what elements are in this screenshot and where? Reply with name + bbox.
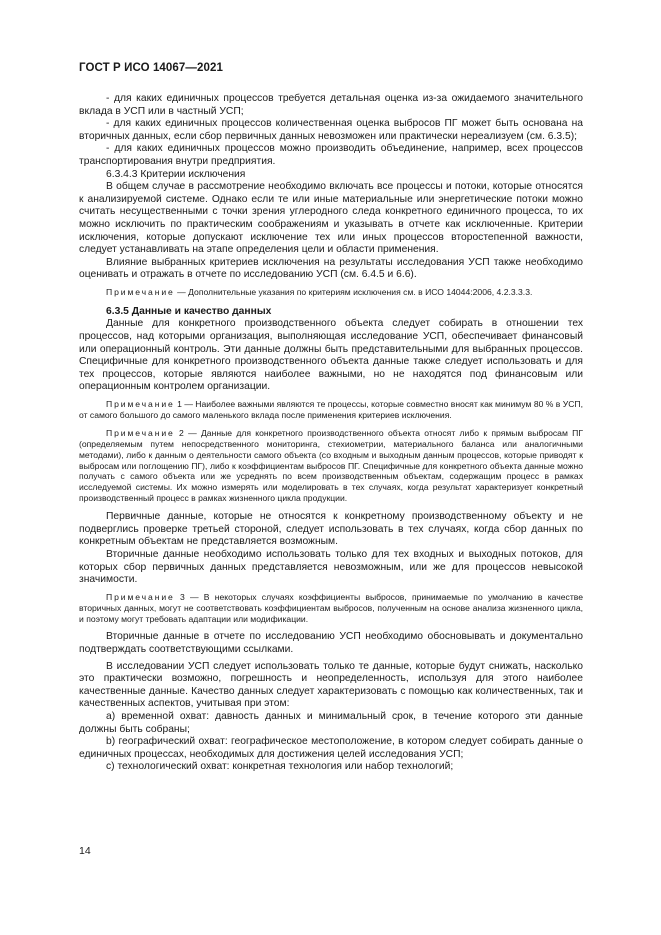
- paragraph: Данные для конкретного производственного объекта следует собирать в отношении тех процессов, над которыми организация, выполняющая исследование УСП, обеспечивает финансовый или операционный контроль. Эти данные должны быть представительными для выбранных процессов. Специфичные для конкретного производственного объекта данные также следует использовать и для тех процессов, которые являются наиболее важными, но не находятся под финансовым или операционным контролем организации.: [79, 318, 583, 393]
- paragraph: В исследовании УСП следует использовать только те данные, которые будут снижать, насколько это практически возможно, погрешность и неопределенность, используя для этого наиболее качественные данные. Качество данных следует характеризовать с помощью как количественных, так и качественных аспектов, учитывая при этом:: [79, 660, 583, 710]
- list-item: b) географический охват: географическое местоположение, в котором следует собирать данные о единичных процессах, необходимых для достижения целей исследования УСП;: [79, 736, 583, 760]
- paragraph: Вторичные данные необходимо использовать только для тех входных и выходных потоков, для которых сбор первичных данных представляется невозможным, или же для процессов невысокой значимости.: [79, 548, 583, 586]
- note-label: Примечание: [106, 286, 175, 297]
- note-text: — Дополнительные указания по критериям исключения см. в ИСО 14044:2006, 4.2.3.3.3.: [174, 286, 533, 297]
- list-item: - для каких единичных процессов требуется детальная оценка из-за ожидаемого значительного вклада в УСП или в частный УСП;: [79, 93, 583, 117]
- page-number: 14: [79, 845, 91, 857]
- section-heading: 6.3.5 Данные и качество данных: [106, 305, 272, 317]
- note: [79, 399, 583, 421]
- document-body: [79, 93, 583, 774]
- note: [79, 287, 583, 298]
- list-item: - для каких единичных процессов количественная оценка выбросов ПГ может быть основана на вторичных данных, если сбор первичных данных невозможен или практически нереализуем (см. 6.3.5);: [79, 118, 583, 142]
- paragraph: В общем случае в рассмотрение необходимо включать все процессы и потоки, которые относятся к анализируемой системе. Однако если те или иные материальные или энергетические потоки можно считать несущественными с точки зрения углеродного следа конкретного единичного процесса, то их можно исключить по практическим соображениям и указывать в отчете как исключенные. Критерии исключения, которые допускают исключение тех или иных процессов второстепенной важности, следует устанавливать на этапе определения цели и области применения.: [79, 181, 583, 256]
- note-label: Примечание: [106, 427, 175, 438]
- note-text: 1 — Наиболее важными являются те процессы, которые совместно вносят как минимум 80 % в УСП, от самого большого до самого маленького вклада после применения критериев исключения.: [79, 398, 583, 420]
- note: [79, 592, 583, 625]
- note-text: 3 — В некоторых случаях коэффициенты выбросов, принимаемые по умолчанию в качестве вторичных данных, могут не соответствовать коэффициентам выбросов, полученным на основе анализа жизненного цикла, и поэтому могут требовать адаптации или модификации.: [79, 591, 583, 624]
- paragraph: Вторичные данные в отчете по исследованию УСП необходимо обосновывать и документально подтверждать соответствующими ссылками.: [79, 631, 583, 655]
- list-item: a) временной охват: давность данных и минимальный срок, в течение которого эти данные должны быть собраны;: [79, 710, 583, 735]
- paragraph: Первичные данные, которые не относятся к конкретному производственному объекту и не подверглись проверке третьей стороной, следует использовать в тех случаях, когда сбор данных по конкретным объектам не представляется возможным.: [79, 511, 583, 548]
- note-label: Примечание: [106, 591, 175, 602]
- list-item: - для каких единичных процессов можно производить объединение, например, всех процессов транспортирования внутри предприятия.: [79, 143, 583, 167]
- subsection-heading: 6.3.4.3 Критерии исключения: [106, 168, 246, 180]
- note-label: Примечание: [106, 398, 175, 409]
- note: [79, 428, 583, 504]
- paragraph: Влияние выбранных критериев исключения на результаты исследования УСП также необходимо оценивать и отражать в отчете по исследованию УСП (см. 6.4.5 и 6.6).: [79, 256, 583, 281]
- note-text: 2 — Данные для конкретного производственного объекта относят либо к прямым выбросам ПГ (определяемым путем непосредственного мониторинга, стехиометрии, материального баланса или аналогичными методами), либо к данным о деятельности самого объекта (со входным и выходным данным процессов, которые приводят к выбросам или поглощению ПГ), либо к коэффициентам выбросов ПГ. Специфичные для конкретного объекта данные можно получать с самого объекта или же усреднять по всем производственным объектам, содержащим процесс в рамках исследуемой системы. Их можно измерять или моделировать в тех случаях, когда результат характеризует конкретный производственный процесс в рамках жизненного цикла продукции.: [79, 427, 583, 504]
- list-item: c) технологический охват: конкретная технология или набор технологий;: [106, 761, 454, 773]
- document-header: ГОСТ Р ИСО 14067—2021: [79, 62, 224, 74]
